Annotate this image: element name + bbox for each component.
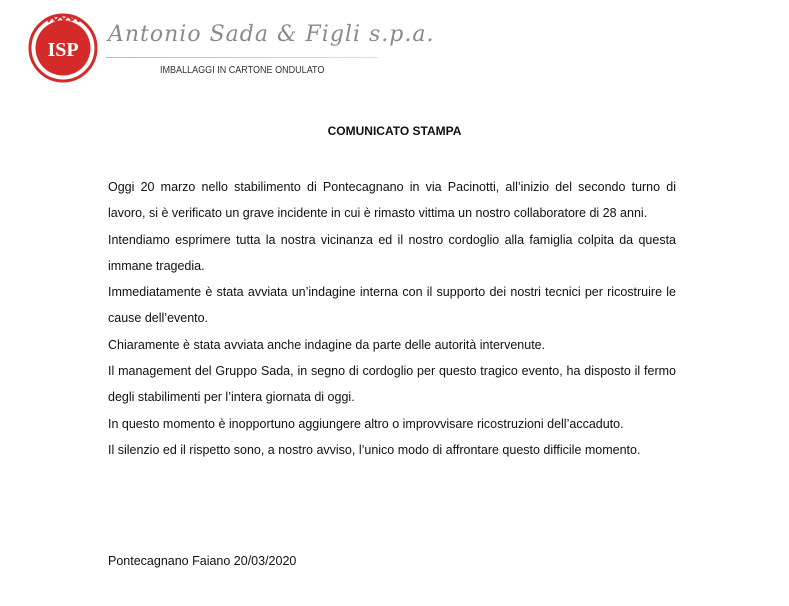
body-paragraph: Il silenzio ed il rispetto sono, a nostro avviso, l’unico modo di affrontare questo difficile momento.	[108, 442, 641, 457]
body-paragraph: Il management del Gruppo Sada, in segno di cordoglio per questo tragico evento, ha disposto il fermo degli stabilimenti per l’intera giornata di oggi.	[108, 364, 676, 405]
body-paragraph: In questo momento è inopportuno aggiungere altro o improvvisare ricostruzioni dell’accaduto.	[108, 416, 624, 431]
company-tagline: IMBALLAGGI IN CARTONE ONDULATO	[160, 64, 325, 76]
isp-logo-emblem	[28, 8, 98, 84]
body-paragraph: Intendiamo esprimere tutta la nostra vicinanza ed il nostro cordoglio alla famiglia colpita da questa immane tragedia.	[108, 232, 676, 273]
logo-monogram: IGCITEE	[52, 20, 74, 26]
company-name: Antonio Sada & Figli s.p.a.	[108, 22, 435, 47]
company-logo	[28, 8, 98, 84]
press-release-body	[108, 174, 676, 463]
logo-isp-text: ISP	[47, 39, 79, 61]
header-divider	[106, 57, 378, 58]
body-paragraph: Oggi 20 marzo nello stabilimento di Pontecagnano in via Pacinotti, all’inizio del secondo turno di lavoro, si è verificato un grave incidente in cui è rimasto vittima un nostro collaboratore di 28 anni.	[108, 180, 676, 221]
body-paragraph: Immediatamente è stata avviata un’indagine interna con il supporto dei nostri tecnici per ricostruire le cause dell’evento.	[108, 285, 676, 326]
document-title: COMUNICATO STAMPA	[327, 124, 462, 138]
place-and-date: Pontecagnano Faiano 20/03/2020	[108, 554, 297, 568]
body-paragraph: Chiaramente è stata avviata anche indagine da parte delle autorità intervenute.	[108, 337, 546, 352]
